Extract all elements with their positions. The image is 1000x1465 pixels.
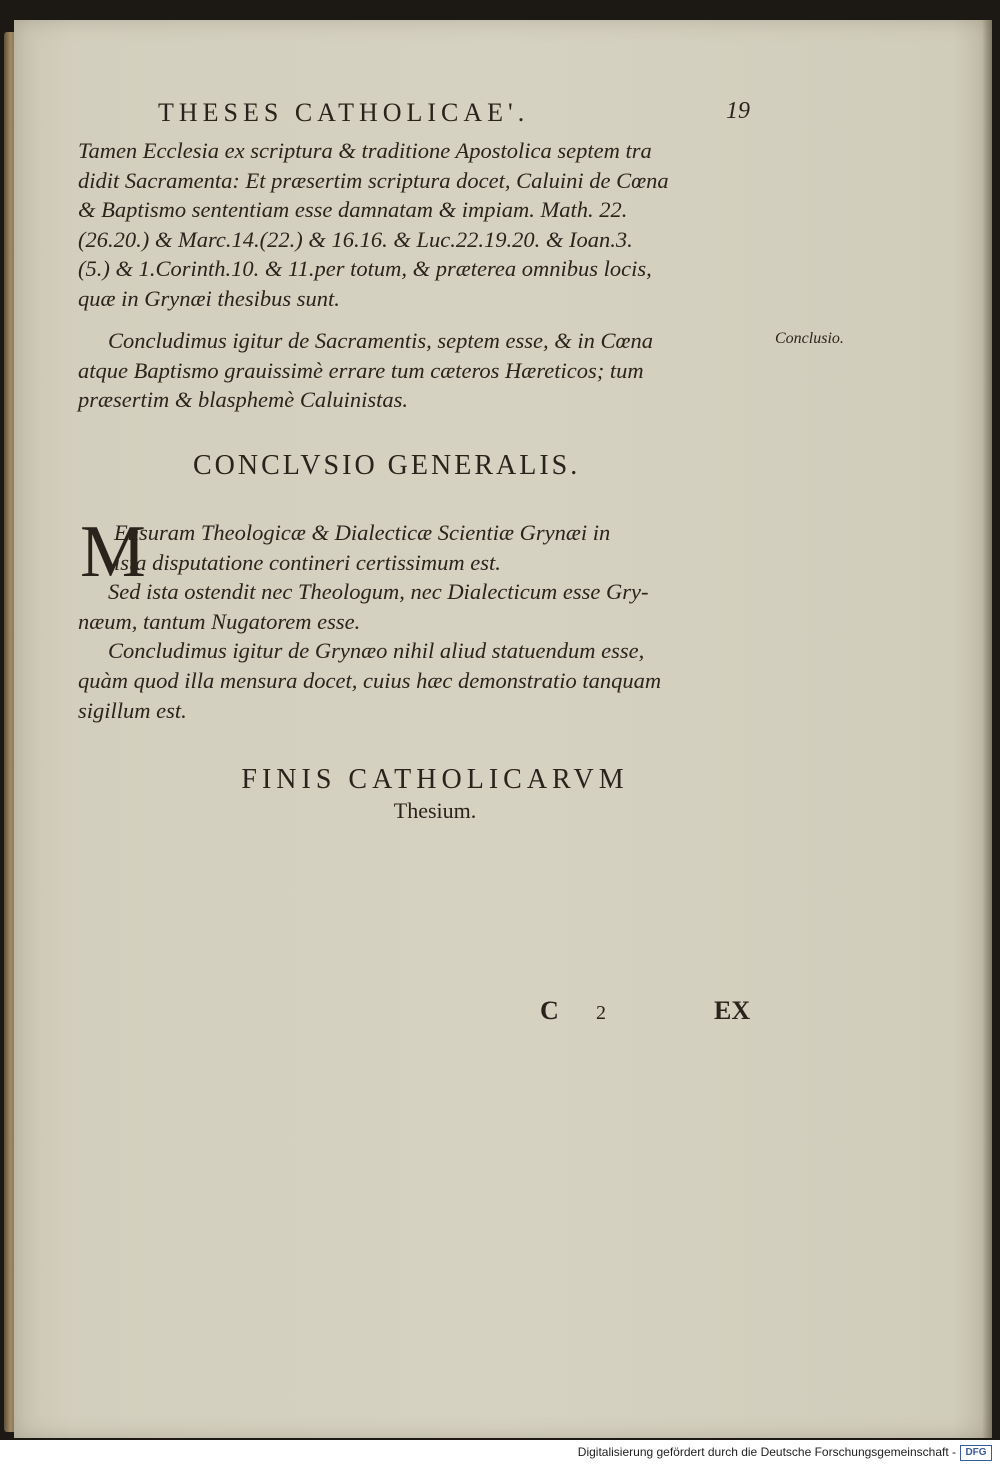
drop-cap: M (80, 511, 146, 593)
text-line: quæ in Grynæi thesibus sunt. (78, 285, 340, 311)
text-line: Tamen Ecclesia ex scriptura & traditione Apostolica septem tra (78, 138, 652, 163)
catchword: EX (714, 996, 751, 1025)
paragraph-sacramenta (78, 136, 798, 314)
page-edge-shadow (982, 20, 992, 1438)
signature-mark: C (540, 996, 559, 1025)
text-line: quàm quod illa mensura docet, cuius hæc demonstratio tanquam (78, 667, 662, 693)
footer-bar (0, 1440, 1000, 1465)
text-line: Concludimus igitur de Grynæo nihil aliud statuendum esse, (108, 638, 645, 664)
section-heading: CONCLVSIO GENERALIS. (193, 450, 581, 481)
text-line: Ensuram Theologicæ & Dialecticæ Scientiæ Grynæi in (114, 520, 611, 545)
paragraph-generalis (78, 511, 798, 725)
running-head (96, 98, 776, 132)
signature-number: 2 (596, 1002, 606, 1024)
funding-credit: Digitalisierung gefördert durch die Deutsche Forschungsgemeinschaft - (577, 1445, 956, 1459)
finis-subtitle: Thesium. (393, 798, 477, 823)
page-number: 19 (726, 98, 750, 124)
dfg-logo: DFG (960, 1445, 992, 1461)
text-line: didit Sacramenta: Et præsertim scriptura docet, Caluini de Cœna (78, 167, 669, 193)
finis-block (175, 764, 695, 824)
text-line: (5.) & 1.Corinth.10. & 11.per totum, & præterea omnibus locis, (78, 256, 652, 282)
text-line: næum, tantum Nugatorem esse. (78, 608, 361, 634)
marginal-note: Conclusio. (775, 330, 844, 347)
text-line: & Baptismo sententiam esse damnatam & impiam. Math. 22. (78, 197, 628, 223)
text-line: præsertim & blasphemè Caluinistas. (78, 387, 409, 413)
text-line: ista disputatione contineri certissimum est. (114, 549, 501, 575)
text-line: Concludimus igitur de Sacramentis, septem esse, & in Cœna (108, 328, 653, 353)
text-line: atque Baptismo grauissimè errare tum cæteros Hæreticos; tum (78, 357, 644, 383)
text-line: Sed ista ostendit nec Theologum, nec Dialecticum esse Gry- (108, 579, 649, 605)
text-line: sigillum est. (78, 697, 187, 723)
paragraph-conclusio (78, 326, 798, 415)
text-line: (26.20.) & Marc.14.(22.) & 16.16. & Luc.22.19.20. & Ioan.3. (78, 226, 633, 252)
running-title: THESES CATHOLICAE'. (158, 98, 530, 127)
finis-title: FINIS CATHOLICARVM (241, 764, 629, 795)
